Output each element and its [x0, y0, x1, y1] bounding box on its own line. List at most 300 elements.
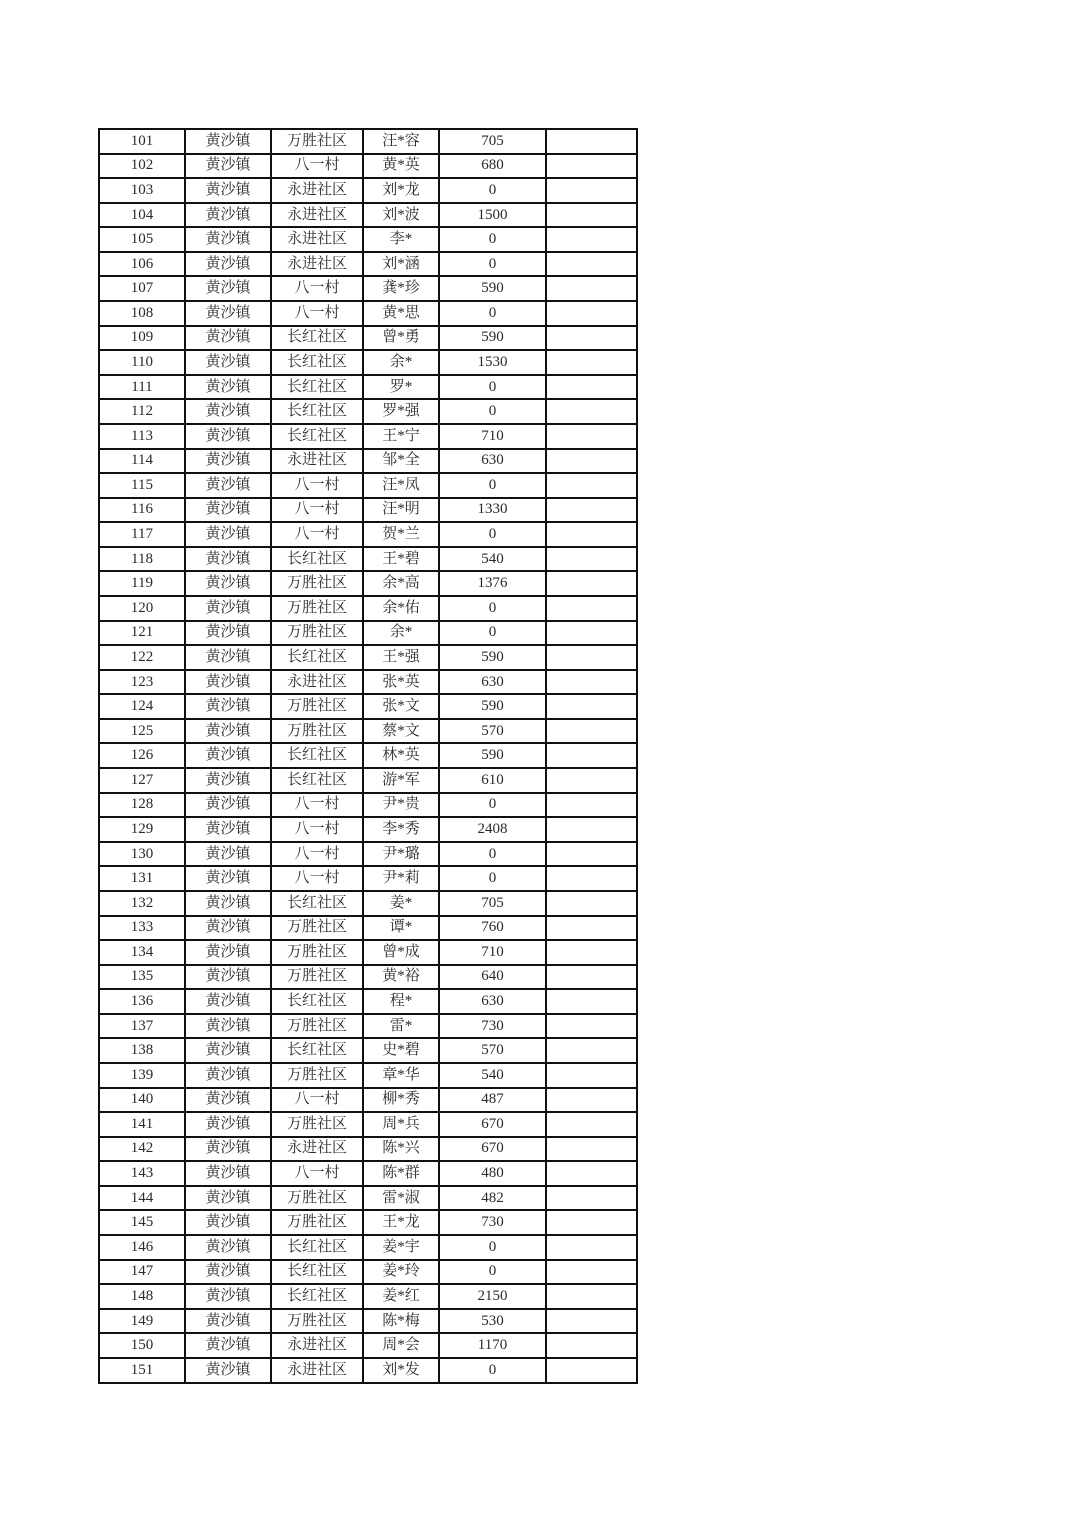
cell-row-number: 135 [99, 965, 185, 990]
cell-masked-name: 姜* [363, 891, 439, 916]
table-row [99, 473, 637, 498]
records-table-container [98, 128, 638, 1384]
table-row [99, 916, 637, 941]
cell-town: 黄沙镇 [185, 842, 271, 867]
cell-village: 长红社区 [271, 1235, 363, 1260]
cell-masked-name: 罗* [363, 375, 439, 400]
cell-masked-name: 周*会 [363, 1333, 439, 1358]
cell-masked-name: 雷*淑 [363, 1186, 439, 1211]
cell-empty [546, 621, 637, 646]
cell-row-number: 137 [99, 1014, 185, 1039]
cell-empty [546, 424, 637, 449]
cell-empty [546, 1014, 637, 1039]
cell-village: 永进社区 [271, 1358, 363, 1383]
cell-empty [546, 227, 637, 252]
cell-amount: 0 [439, 473, 546, 498]
cell-amount: 0 [439, 596, 546, 621]
records-tbody [99, 129, 637, 1383]
cell-amount: 640 [439, 965, 546, 990]
cell-masked-name: 余*佑 [363, 596, 439, 621]
table-row [99, 399, 637, 424]
cell-row-number: 146 [99, 1235, 185, 1260]
cell-masked-name: 姜*宇 [363, 1235, 439, 1260]
cell-row-number: 143 [99, 1161, 185, 1186]
cell-masked-name: 李*秀 [363, 817, 439, 842]
cell-village: 长红社区 [271, 1038, 363, 1063]
cell-amount: 482 [439, 1186, 546, 1211]
cell-amount: 0 [439, 252, 546, 277]
table-row [99, 424, 637, 449]
cell-empty [546, 522, 637, 547]
cell-village: 永进社区 [271, 449, 363, 474]
cell-masked-name: 王*龙 [363, 1210, 439, 1235]
cell-empty [546, 1112, 637, 1137]
cell-masked-name: 汪*凤 [363, 473, 439, 498]
cell-town: 黄沙镇 [185, 178, 271, 203]
cell-empty [546, 645, 637, 670]
cell-amount: 570 [439, 1038, 546, 1063]
cell-village: 长红社区 [271, 645, 363, 670]
cell-village: 万胜社区 [271, 571, 363, 596]
cell-empty [546, 276, 637, 301]
cell-row-number: 130 [99, 842, 185, 867]
cell-village: 长红社区 [271, 375, 363, 400]
cell-row-number: 148 [99, 1284, 185, 1309]
cell-town: 黄沙镇 [185, 399, 271, 424]
table-row [99, 178, 637, 203]
cell-row-number: 112 [99, 399, 185, 424]
cell-masked-name: 史*碧 [363, 1038, 439, 1063]
cell-village: 长红社区 [271, 326, 363, 351]
cell-row-number: 106 [99, 252, 185, 277]
cell-town: 黄沙镇 [185, 326, 271, 351]
cell-village: 八一村 [271, 842, 363, 867]
cell-masked-name: 贺*兰 [363, 522, 439, 547]
cell-amount: 0 [439, 1235, 546, 1260]
cell-masked-name: 尹*贵 [363, 793, 439, 818]
cell-row-number: 116 [99, 498, 185, 523]
cell-town: 黄沙镇 [185, 375, 271, 400]
cell-amount: 0 [439, 1358, 546, 1383]
table-row [99, 743, 637, 768]
cell-row-number: 150 [99, 1333, 185, 1358]
cell-masked-name: 王*宁 [363, 424, 439, 449]
cell-town: 黄沙镇 [185, 670, 271, 695]
table-row [99, 522, 637, 547]
cell-empty [546, 1309, 637, 1334]
cell-village: 八一村 [271, 817, 363, 842]
cell-row-number: 120 [99, 596, 185, 621]
table-row [99, 866, 637, 891]
cell-village: 永进社区 [271, 252, 363, 277]
table-row [99, 965, 637, 990]
cell-empty [546, 842, 637, 867]
cell-empty [546, 768, 637, 793]
cell-empty [546, 1235, 637, 1260]
cell-empty [546, 1333, 637, 1358]
cell-amount: 730 [439, 1014, 546, 1039]
table-row [99, 547, 637, 572]
table-row [99, 326, 637, 351]
table-row [99, 768, 637, 793]
cell-row-number: 151 [99, 1358, 185, 1383]
cell-village: 万胜社区 [271, 1210, 363, 1235]
cell-town: 黄沙镇 [185, 1358, 271, 1383]
cell-village: 万胜社区 [271, 940, 363, 965]
cell-town: 黄沙镇 [185, 498, 271, 523]
cell-row-number: 127 [99, 768, 185, 793]
table-row [99, 276, 637, 301]
cell-row-number: 115 [99, 473, 185, 498]
cell-masked-name: 汪*明 [363, 498, 439, 523]
cell-empty [546, 1260, 637, 1285]
cell-masked-name: 周*兵 [363, 1112, 439, 1137]
cell-empty [546, 1137, 637, 1162]
cell-amount: 2408 [439, 817, 546, 842]
cell-masked-name: 尹*莉 [363, 866, 439, 891]
cell-empty [546, 473, 637, 498]
cell-town: 黄沙镇 [185, 1235, 271, 1260]
cell-town: 黄沙镇 [185, 129, 271, 154]
cell-amount: 705 [439, 891, 546, 916]
cell-village: 万胜社区 [271, 719, 363, 744]
cell-village: 长红社区 [271, 399, 363, 424]
cell-empty [546, 743, 637, 768]
cell-village: 长红社区 [271, 1284, 363, 1309]
cell-village: 万胜社区 [271, 1186, 363, 1211]
cell-empty [546, 375, 637, 400]
cell-amount: 710 [439, 940, 546, 965]
cell-amount: 0 [439, 621, 546, 646]
cell-row-number: 101 [99, 129, 185, 154]
cell-empty [546, 866, 637, 891]
cell-town: 黄沙镇 [185, 965, 271, 990]
cell-amount: 630 [439, 989, 546, 1014]
table-row [99, 1137, 637, 1162]
table-row [99, 793, 637, 818]
cell-masked-name: 王*碧 [363, 547, 439, 572]
table-row [99, 1063, 637, 1088]
table-row [99, 203, 637, 228]
cell-town: 黄沙镇 [185, 1038, 271, 1063]
cell-masked-name: 章*华 [363, 1063, 439, 1088]
cell-town: 黄沙镇 [185, 645, 271, 670]
cell-town: 黄沙镇 [185, 1284, 271, 1309]
cell-village: 长红社区 [271, 350, 363, 375]
cell-village: 万胜社区 [271, 916, 363, 941]
cell-row-number: 147 [99, 1260, 185, 1285]
cell-village: 八一村 [271, 1088, 363, 1113]
cell-row-number: 141 [99, 1112, 185, 1137]
cell-amount: 1500 [439, 203, 546, 228]
cell-town: 黄沙镇 [185, 1112, 271, 1137]
table-row [99, 940, 637, 965]
cell-village: 万胜社区 [271, 1112, 363, 1137]
table-row [99, 1309, 637, 1334]
table-row [99, 1161, 637, 1186]
cell-empty [546, 1063, 637, 1088]
cell-town: 黄沙镇 [185, 449, 271, 474]
cell-masked-name: 姜*玲 [363, 1260, 439, 1285]
cell-row-number: 128 [99, 793, 185, 818]
cell-amount: 670 [439, 1137, 546, 1162]
cell-amount: 540 [439, 547, 546, 572]
cell-empty [546, 1161, 637, 1186]
cell-row-number: 118 [99, 547, 185, 572]
cell-masked-name: 曾*成 [363, 940, 439, 965]
cell-row-number: 119 [99, 571, 185, 596]
table-row [99, 227, 637, 252]
cell-row-number: 133 [99, 916, 185, 941]
cell-amount: 630 [439, 670, 546, 695]
cell-village: 八一村 [271, 276, 363, 301]
cell-empty [546, 178, 637, 203]
cell-village: 八一村 [271, 498, 363, 523]
cell-village: 永进社区 [271, 203, 363, 228]
table-row [99, 1014, 637, 1039]
cell-masked-name: 柳*秀 [363, 1088, 439, 1113]
cell-empty [546, 498, 637, 523]
cell-village: 八一村 [271, 301, 363, 326]
table-row [99, 1088, 637, 1113]
cell-empty [546, 301, 637, 326]
cell-empty [546, 350, 637, 375]
table-row [99, 719, 637, 744]
cell-town: 黄沙镇 [185, 203, 271, 228]
cell-town: 黄沙镇 [185, 1260, 271, 1285]
cell-row-number: 142 [99, 1137, 185, 1162]
cell-town: 黄沙镇 [185, 891, 271, 916]
cell-empty [546, 793, 637, 818]
cell-village: 万胜社区 [271, 965, 363, 990]
table-row [99, 301, 637, 326]
cell-row-number: 113 [99, 424, 185, 449]
cell-row-number: 103 [99, 178, 185, 203]
cell-town: 黄沙镇 [185, 301, 271, 326]
cell-masked-name: 邹*全 [363, 449, 439, 474]
cell-town: 黄沙镇 [185, 154, 271, 179]
cell-village: 万胜社区 [271, 694, 363, 719]
cell-village: 永进社区 [271, 227, 363, 252]
table-row [99, 1260, 637, 1285]
cell-masked-name: 程* [363, 989, 439, 1014]
cell-amount: 2150 [439, 1284, 546, 1309]
cell-empty [546, 596, 637, 621]
cell-amount: 530 [439, 1309, 546, 1334]
cell-amount: 480 [439, 1161, 546, 1186]
cell-masked-name: 刘*发 [363, 1358, 439, 1383]
cell-empty [546, 916, 637, 941]
cell-row-number: 122 [99, 645, 185, 670]
cell-row-number: 132 [99, 891, 185, 916]
table-row [99, 129, 637, 154]
cell-town: 黄沙镇 [185, 793, 271, 818]
cell-row-number: 102 [99, 154, 185, 179]
cell-empty [546, 399, 637, 424]
cell-masked-name: 黄*思 [363, 301, 439, 326]
cell-village: 万胜社区 [271, 1309, 363, 1334]
cell-town: 黄沙镇 [185, 252, 271, 277]
cell-row-number: 124 [99, 694, 185, 719]
cell-village: 万胜社区 [271, 596, 363, 621]
cell-town: 黄沙镇 [185, 694, 271, 719]
cell-village: 万胜社区 [271, 129, 363, 154]
table-row [99, 1333, 637, 1358]
cell-row-number: 121 [99, 621, 185, 646]
cell-amount: 0 [439, 399, 546, 424]
cell-amount: 630 [439, 449, 546, 474]
cell-amount: 730 [439, 1210, 546, 1235]
cell-row-number: 117 [99, 522, 185, 547]
cell-town: 黄沙镇 [185, 350, 271, 375]
cell-masked-name: 李* [363, 227, 439, 252]
cell-masked-name: 曾*勇 [363, 326, 439, 351]
cell-amount: 487 [439, 1088, 546, 1113]
cell-row-number: 108 [99, 301, 185, 326]
cell-empty [546, 1210, 637, 1235]
cell-village: 八一村 [271, 1161, 363, 1186]
cell-town: 黄沙镇 [185, 1161, 271, 1186]
cell-masked-name: 姜*红 [363, 1284, 439, 1309]
cell-amount: 1330 [439, 498, 546, 523]
cell-empty [546, 1038, 637, 1063]
cell-village: 永进社区 [271, 1333, 363, 1358]
cell-row-number: 105 [99, 227, 185, 252]
cell-town: 黄沙镇 [185, 719, 271, 744]
table-row [99, 621, 637, 646]
cell-row-number: 138 [99, 1038, 185, 1063]
cell-masked-name: 黄*裕 [363, 965, 439, 990]
cell-amount: 705 [439, 129, 546, 154]
cell-village: 长红社区 [271, 768, 363, 793]
cell-amount: 0 [439, 866, 546, 891]
cell-row-number: 123 [99, 670, 185, 695]
cell-masked-name: 刘*涵 [363, 252, 439, 277]
cell-empty [546, 449, 637, 474]
table-row [99, 817, 637, 842]
cell-masked-name: 黄*英 [363, 154, 439, 179]
table-row [99, 989, 637, 1014]
cell-empty [546, 670, 637, 695]
cell-masked-name: 谭* [363, 916, 439, 941]
cell-row-number: 109 [99, 326, 185, 351]
cell-amount: 0 [439, 227, 546, 252]
cell-town: 黄沙镇 [185, 596, 271, 621]
cell-town: 黄沙镇 [185, 547, 271, 572]
table-row [99, 1038, 637, 1063]
cell-amount: 0 [439, 375, 546, 400]
cell-amount: 0 [439, 1260, 546, 1285]
cell-village: 长红社区 [271, 1260, 363, 1285]
cell-village: 长红社区 [271, 424, 363, 449]
table-row [99, 1284, 637, 1309]
table-row [99, 891, 637, 916]
cell-village: 八一村 [271, 473, 363, 498]
cell-masked-name: 汪*容 [363, 129, 439, 154]
cell-masked-name: 尹*璐 [363, 842, 439, 867]
cell-empty [546, 1284, 637, 1309]
cell-amount: 680 [439, 154, 546, 179]
cell-masked-name: 雷* [363, 1014, 439, 1039]
cell-empty [546, 547, 637, 572]
cell-village: 万胜社区 [271, 1063, 363, 1088]
cell-row-number: 149 [99, 1309, 185, 1334]
cell-amount: 1170 [439, 1333, 546, 1358]
cell-town: 黄沙镇 [185, 1333, 271, 1358]
table-row [99, 1210, 637, 1235]
cell-amount: 710 [439, 424, 546, 449]
cell-town: 黄沙镇 [185, 989, 271, 1014]
cell-amount: 540 [439, 1063, 546, 1088]
cell-town: 黄沙镇 [185, 571, 271, 596]
cell-amount: 0 [439, 842, 546, 867]
table-row [99, 596, 637, 621]
cell-empty [546, 1186, 637, 1211]
cell-village: 八一村 [271, 793, 363, 818]
cell-masked-name: 陈*兴 [363, 1137, 439, 1162]
cell-amount: 760 [439, 916, 546, 941]
table-row [99, 1112, 637, 1137]
table-row [99, 375, 637, 400]
cell-amount: 0 [439, 522, 546, 547]
cell-town: 黄沙镇 [185, 743, 271, 768]
cell-row-number: 107 [99, 276, 185, 301]
table-row [99, 571, 637, 596]
cell-masked-name: 陈*群 [363, 1161, 439, 1186]
table-row [99, 645, 637, 670]
table-row [99, 154, 637, 179]
cell-town: 黄沙镇 [185, 866, 271, 891]
cell-empty [546, 203, 637, 228]
cell-town: 黄沙镇 [185, 817, 271, 842]
cell-amount: 590 [439, 276, 546, 301]
cell-empty [546, 1088, 637, 1113]
cell-village: 八一村 [271, 866, 363, 891]
cell-empty [546, 694, 637, 719]
cell-empty [546, 1358, 637, 1383]
table-row [99, 252, 637, 277]
cell-town: 黄沙镇 [185, 768, 271, 793]
cell-amount: 610 [439, 768, 546, 793]
cell-masked-name: 罗*强 [363, 399, 439, 424]
cell-amount: 590 [439, 694, 546, 719]
cell-village: 万胜社区 [271, 1014, 363, 1039]
cell-town: 黄沙镇 [185, 1063, 271, 1088]
table-row [99, 1235, 637, 1260]
cell-empty [546, 252, 637, 277]
cell-empty [546, 891, 637, 916]
cell-empty [546, 326, 637, 351]
cell-row-number: 131 [99, 866, 185, 891]
cell-row-number: 139 [99, 1063, 185, 1088]
table-row [99, 449, 637, 474]
cell-row-number: 144 [99, 1186, 185, 1211]
table-row [99, 670, 637, 695]
cell-row-number: 134 [99, 940, 185, 965]
cell-town: 黄沙镇 [185, 522, 271, 547]
table-row [99, 1186, 637, 1211]
cell-masked-name: 林*英 [363, 743, 439, 768]
table-row [99, 842, 637, 867]
cell-amount: 670 [439, 1112, 546, 1137]
cell-village: 长红社区 [271, 989, 363, 1014]
cell-village: 长红社区 [271, 743, 363, 768]
cell-masked-name: 张*英 [363, 670, 439, 695]
cell-amount: 1376 [439, 571, 546, 596]
cell-amount: 0 [439, 178, 546, 203]
cell-amount: 570 [439, 719, 546, 744]
cell-empty [546, 940, 637, 965]
